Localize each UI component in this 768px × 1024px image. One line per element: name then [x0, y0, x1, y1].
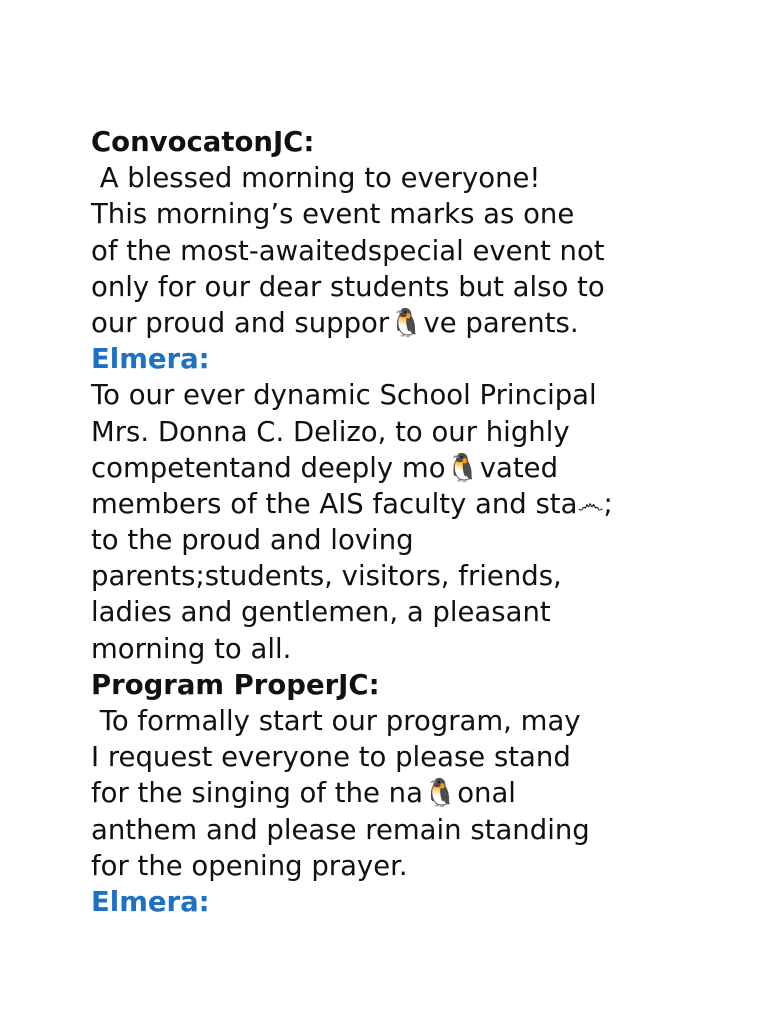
text-line: for the opening prayer. — [91, 849, 408, 882]
text-line: To formally start our program, may — [91, 705, 581, 737]
text-line: only for our dear students but also to — [91, 270, 605, 303]
text-line: To our ever dynamic School Principal — [91, 379, 597, 412]
text-line: of the most-awaitedspecial event not — [91, 234, 605, 267]
speaker-label-elmera: Elmera: — [91, 885, 210, 918]
text-line: to the proud and loving — [91, 524, 414, 557]
speaker-label-elmera: Elmera: — [91, 343, 210, 376]
section-heading-program-proper: Program ProperJC: — [91, 668, 380, 701]
section-heading-convocation: ConvocatonJC: — [91, 126, 315, 158]
text-line: our proud and suppor🐧ve parents. — [91, 306, 579, 339]
text-line: This morning’s event marks as one — [91, 198, 575, 231]
text-line: anthem and please remain standing — [91, 813, 590, 846]
text-line: ladies and gentlemen, a pleasant — [91, 596, 551, 629]
text-line: members of the AIS faculty and sta෴; — [91, 487, 613, 520]
text-line: Mrs. Donna C. Delizo, to our highly — [91, 415, 570, 448]
text-line: parents;students, visitors, friends, — [91, 560, 562, 593]
text-line: I request everyone to please stand — [91, 741, 571, 774]
text-line: morning to all. — [91, 632, 292, 665]
script-body — [91, 124, 731, 920]
text-line: A blessed morning to everyone! — [91, 162, 541, 195]
text-line: for the singing of the na🐧onal — [91, 777, 516, 810]
text-line: competentand deeply mo🐧vated — [91, 451, 559, 484]
